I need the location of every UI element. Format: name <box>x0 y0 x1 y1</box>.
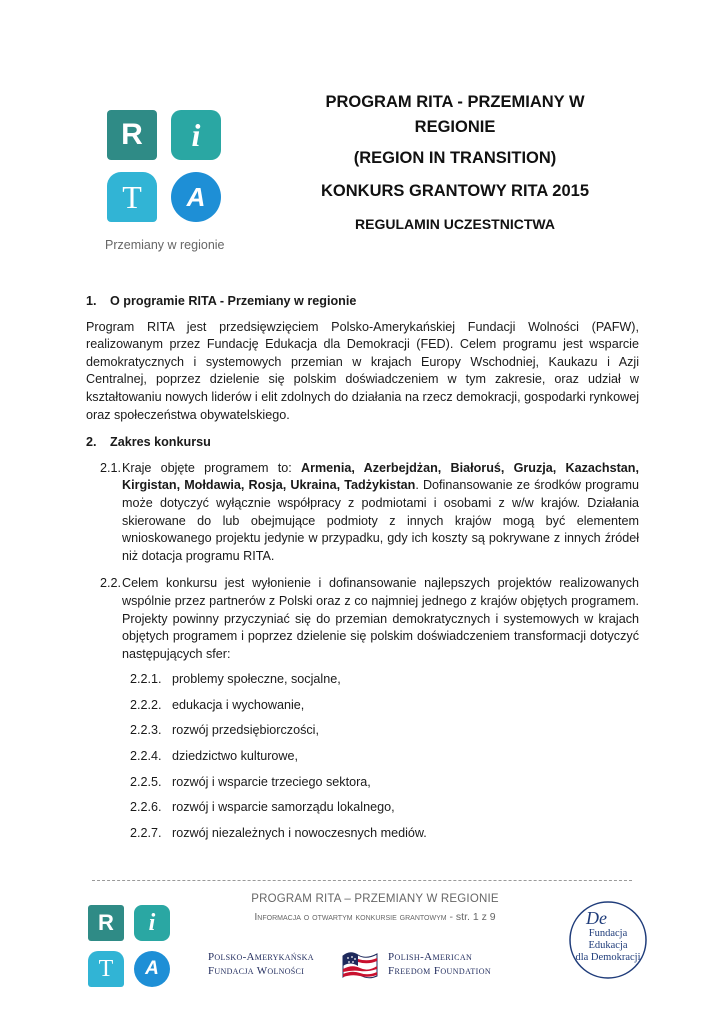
section-1-number: 1. <box>86 294 97 308</box>
list-item-number: 2.2.3. <box>130 723 162 738</box>
item-2-2-text: Celem konkursu jest wyłonienie i dofinansowanie najlepszych projektów realizowanych wspólnie przez partnerów z Polski oraz z co najmniej jednego z krajów objętych programem. Projekty powinny przyczyniać się do przemian demokratycznych i systemowych w krajach objętych programem i poprzez dzielenie się polskim doświadczeniem transformacji dotyczyć następujących sfer: <box>122 576 639 661</box>
item-2-2-number: 2.2. <box>100 576 122 591</box>
list-item-number: 2.2.1. <box>130 672 162 687</box>
list-item-text: problemy społeczne, socjalne, <box>172 672 341 687</box>
list-item-text: dziedzictwo kulturowe, <box>172 749 298 764</box>
pafw-english-name <box>388 950 528 978</box>
list-item-number: 2.2.4. <box>130 749 162 764</box>
list-item <box>86 748 639 766</box>
item-2-1-countries: Armenia, Azerbejdżan, Białoruś, Gruzja, Kazachstan, Kirgistan, Mołdawia, Rosja, Ukraina, Tadżykistan <box>122 460 639 493</box>
logo-tile-r: R <box>107 110 157 160</box>
list-item-text: rozwój przedsiębiorczości, <box>172 723 319 738</box>
logo-tile-t: T <box>107 172 157 222</box>
footer-program-name: PROGRAM RITA – PRZEMIANY W REGIONIE <box>251 893 499 905</box>
list-item-text: edukacja i wychowanie, <box>172 697 305 712</box>
fed-line2: dla Demokracji <box>575 952 641 963</box>
section-1-heading <box>86 293 639 311</box>
footer-logo-tile-a: A <box>134 951 170 987</box>
footer-rita-logo <box>88 905 178 995</box>
title-rules: REGULAMIN UCZESTNICTWA <box>355 216 555 232</box>
title-region: (REGION IN TRANSITION) <box>353 149 557 167</box>
list-item <box>86 671 639 689</box>
fed-name <box>568 928 648 964</box>
list-item <box>86 825 639 843</box>
page-number: str. 1 z 9 <box>455 911 496 923</box>
footer-logo-tile-r: R <box>88 905 124 941</box>
list-item-text: rozwój i wsparcie trzeciego sektora, <box>172 774 371 789</box>
list-item-number: 2.2.2. <box>130 697 162 712</box>
logo-tile-i: i <box>171 110 221 160</box>
pafw-en-line2: Freedom Foundation <box>388 965 492 977</box>
fed-mark: De <box>586 908 607 928</box>
item-2-1 <box>86 460 639 566</box>
footer-info-line <box>200 911 550 923</box>
pafw-pl-line2: Fundacja Wolności <box>208 965 305 977</box>
item-2-1-lead: Kraje objęte programem to: <box>122 460 301 475</box>
logo-tile-a: A <box>171 172 221 222</box>
list-item <box>86 799 639 817</box>
list-item-number: 2.2.6. <box>130 800 162 815</box>
fed-logo <box>568 900 648 980</box>
footer-info-label: Informacja o otwartym konkursie grantowym - <box>254 911 456 923</box>
item-2-2 <box>86 575 639 663</box>
document-body <box>86 293 639 842</box>
title-contest: KONKURS GRANTOWY RITA 2015 <box>320 182 589 200</box>
pafw-pl-line1: Polsko-Amerykańska <box>208 951 314 963</box>
list-item <box>86 697 639 715</box>
pafw-en-line1: Polish-American <box>388 951 473 963</box>
pafw-flag-icon <box>340 946 380 982</box>
item-2-1-number: 2.1. <box>100 460 122 475</box>
footer-text <box>200 893 550 923</box>
list-item-text: rozwój i wsparcie samorządu lokalnego, <box>172 800 395 815</box>
footer-divider <box>92 880 632 881</box>
section-2-number: 2. <box>86 435 97 450</box>
list-item-text: rozwój niezależnych i nowoczesnych mediów. <box>172 825 427 840</box>
document-title-block <box>290 90 620 234</box>
section-1-paragraph: Program RITA jest przedsięwzięciem Polsko-Amerykańskiej Fundacji Wolności (PAFW), realizowanym przez Fundację Edukacja dla Demokracji (FED). Celem programu jest wsparcie demokratycznych i systemowych przemian w krajach Europy Wschodniej, Kaukazu i Azji Centralnej, poprzez dzielenie się polskim doświadczeniem w tym zakresie, oraz udział w kształtowaniu nowych liderów i elit zdolnych do działania na rzecz demokracji, gospodarki rynkowej oraz społeczeństwa obywatelskiego. <box>86 319 639 422</box>
section-1-title: O programie RITA - Przemiany w regionie <box>110 294 357 308</box>
section-2-heading <box>86 434 639 452</box>
item-2-1-tail: . Dofinansowanie ze środków programu może dotyczyć wyłącznie współpracy z podmiotami i osobami z w/w krajów. Działania skierowane do lub obejmujące podmioty z innych krajów mogą być elementem wnioskowanego projektu jedynie w przypadku, gdy ich koszty są pokrywane z innych źródeł niż dotacja programu RITA. <box>122 478 639 563</box>
footer-logo-tile-i: i <box>134 905 170 941</box>
title-program: PROGRAM RITA - PRZEMIANY W REGIONIE <box>325 93 585 136</box>
pafw-polish-name <box>208 950 338 978</box>
fed-line1: Fundacja Edukacja <box>588 928 628 951</box>
list-item-number: 2.2.7. <box>130 825 162 840</box>
list-item <box>86 722 639 740</box>
item-2-2-subitems <box>86 671 639 842</box>
logo-caption: Przemiany w regionie <box>105 238 225 252</box>
list-item-number: 2.2.5. <box>130 774 162 789</box>
list-item <box>86 774 639 792</box>
footer-logo-tile-t: T <box>88 951 124 987</box>
section-2-title: Zakres konkursu <box>110 435 211 450</box>
